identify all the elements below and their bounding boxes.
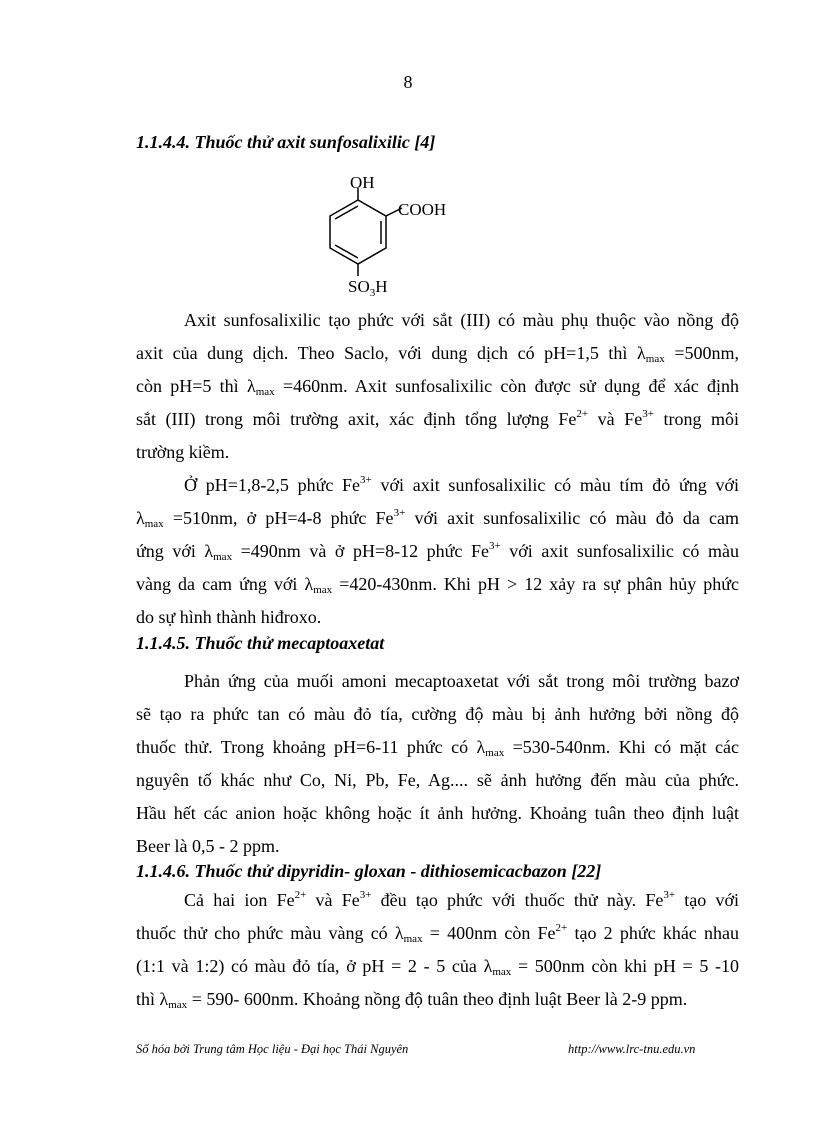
- paragraph-4: [136, 884, 739, 1016]
- so3h-label: [348, 277, 388, 298]
- p4-line-2: thuốc thử cho phức màu vàng có $\lambda_{max} = 400nm$ còn $Fe^{2+}$ tạo 2 phức khác nhau: [136, 922, 739, 945]
- benzene-ring: [330, 200, 386, 264]
- p4-line-3: (1:1 và 1:2) có màu đỏ tía, ở pH = 2 - 5 của $\lambda_{max} = 500nm$ còn khi pH = 5 -10: [136, 956, 739, 978]
- p1-line-2: axit của dung dịch. Theo Saclo, với dung dịch có pH=1,5 thì $\lambda_{max} =500nm$,: [136, 343, 739, 365]
- page-number: 8: [403, 72, 413, 92]
- p1-line-3: còn pH=5 thì $\lambda_{max} =460nm$. Axit sunfosalixilic còn được sử dụng để xác định: [136, 376, 739, 398]
- p2-line-3: ứng với $\lambda_{max} =490nm$ và ở pH=8-12 phức $Fe^{3+}$ với axit sunfosalixilic có màu: [136, 540, 739, 563]
- so3h-subscript: 3: [369, 287, 376, 298]
- so3h-part-a: SO: [348, 277, 370, 296]
- footer-left: Số hóa bởi Trung tâm Học liệu - Đại học Thái Nguyên: [136, 1042, 409, 1056]
- oh-label: OH: [350, 173, 375, 192]
- p3-line-5: Hầu hết các anion hoặc không hoặc ít ảnh hưởng. Khoảng tuân theo định luật: [136, 803, 739, 823]
- inner-double-bond-3: [335, 245, 358, 258]
- p2-line-2: $\lambda_{max} =510nm$, ở pH=4-8 phức $Fe^{3+}$ với axit sunfosalixilic có màu đỏ da cam: [136, 507, 740, 530]
- section-heading-1-1-4-4: 1.1.4.4. Thuốc thử axit sunfosalixilic [4]: [136, 132, 436, 152]
- p1-line-4: sắt (III) trong môi trường axit, xác định tổng lượng $Fe^{2+}$ và $Fe^{3+}$ trong môi: [136, 408, 740, 429]
- inner-double-bond-1: [335, 206, 358, 219]
- p3-line-6: Beer là 0,5 - 2 ppm.: [136, 836, 280, 856]
- p2-line-1: Ở pH=1,8-2,5 phức $Fe^{3+}$ với axit sunfosalixilic có màu tím đỏ ứng với: [184, 474, 739, 495]
- p1-line-5: trường kiềm.: [136, 442, 230, 462]
- paragraph-1: [136, 304, 739, 469]
- benzene-ring-diagram: [310, 170, 490, 298]
- paragraph-2: [136, 469, 739, 634]
- p4-line-1: Cả hai ion $Fe^{2+}$ và $Fe^{3+}$ đều tạo phức với thuốc thử này. $Fe^{3+}$ tạo với: [184, 889, 739, 910]
- sulfosalicylic-acid-structure: [310, 170, 490, 298]
- p3-line-4: nguyên tố khác như Co, Ni, Pb, Fe, Ag.... sẽ ảnh hưởng đến màu của phức.: [136, 770, 739, 790]
- p2-line-5: do sự hình thành hiđroxo.: [136, 607, 322, 627]
- section-heading-1-1-4-5: 1.1.4.5. Thuốc thử mecaptoaxetat: [136, 633, 385, 653]
- p3-line-1: Phản ứng của muối amoni mecaptoaxetat với sắt trong môi trường bazơ: [184, 671, 739, 691]
- p4-line-4: thì $\lambda_{max} = 590-$ 600nm. Khoảng nồng độ tuân theo định luật Beer là 2-9 ppm.: [136, 989, 688, 1011]
- so3h-part-b: H: [375, 277, 388, 296]
- cooh-label: COOH: [398, 200, 447, 219]
- p2-line-4: vàng da cam ứng với $\lambda_{max} =420-430nm$. Khi pH > 12 xảy ra sự phân hủy phức: [136, 574, 739, 596]
- section-heading-1-1-4-6: 1.1.4.6. Thuốc thử dipyridin- gloxan - dithiosemicacbazon [22]: [136, 861, 602, 881]
- p1-line-1: Axit sunfosalixilic tạo phức với sắt (III) có màu phụ thuộc vào nồng độ: [184, 310, 739, 330]
- p3-line-3: thuốc thử. Trong khoảng pH=6-11 phức có $\lambda_{max} =530-540nm$. Khi có mặt các: [136, 737, 739, 759]
- p3-line-2: sẽ tạo ra phức tan có màu đỏ tía, cường độ màu bị ảnh hưởng bởi nồng độ: [136, 704, 739, 724]
- footer-right-link[interactable]: http://www.lrc-tnu.edu.vn: [568, 1042, 696, 1056]
- paragraph-3: [136, 665, 739, 863]
